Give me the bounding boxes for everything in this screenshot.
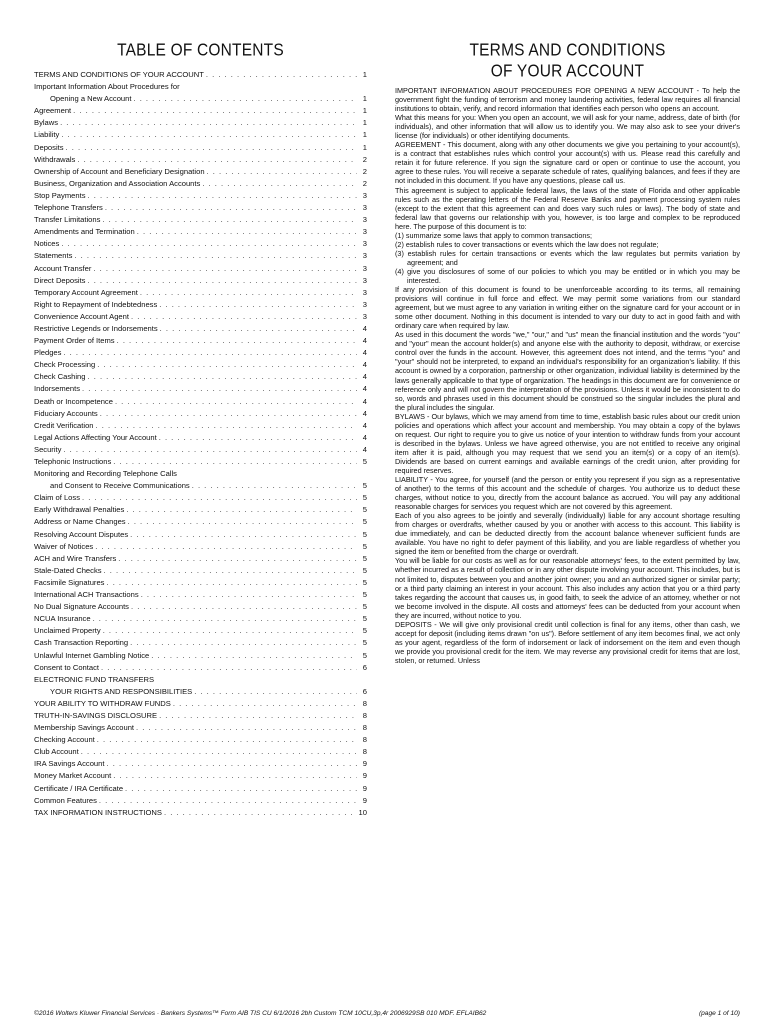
toc-entry xyxy=(34,93,367,105)
toc-entry xyxy=(34,129,367,141)
toc-entry xyxy=(34,178,367,190)
toc-entry xyxy=(34,674,367,686)
toc-entry xyxy=(34,722,367,734)
toc-leader-dots xyxy=(115,396,357,408)
toc-entry xyxy=(34,432,367,444)
toc-entry-title: Fiduciary Accounts xyxy=(34,408,98,418)
terms-list-item: (3) establish rules for certain transactions or events which the law regulates but permits variation by agreement; and xyxy=(395,248,740,267)
toc-entry xyxy=(34,238,367,250)
toc-entry-title: Death or Incompetence xyxy=(34,396,113,406)
toc-entry xyxy=(34,553,367,565)
toc-leader-dots xyxy=(88,190,358,202)
toc-entry-page: 2 xyxy=(362,166,367,176)
toc-entry xyxy=(34,529,367,541)
toc-entry-title: Telephone Transfers xyxy=(34,203,103,213)
toc-entry-title: Stop Payments xyxy=(34,190,86,200)
toc-leader-dots xyxy=(61,129,357,141)
toc-entry xyxy=(34,795,367,807)
toc-entry xyxy=(34,154,367,166)
toc-entry-page: 8 xyxy=(362,710,367,720)
toc-entry-page: 3 xyxy=(362,311,367,321)
toc-entry-page: 9 xyxy=(362,795,367,805)
toc-leader-dots xyxy=(131,311,357,323)
toc-leader-dots xyxy=(81,746,357,758)
toc-entry-title: ACH and Wire Transfers xyxy=(34,553,117,563)
toc-entry xyxy=(34,250,367,262)
toc-entry-title: Money Market Account xyxy=(34,771,112,781)
toc-entry-title: Check Processing xyxy=(34,360,96,370)
toc-leader-dots xyxy=(173,698,357,710)
toc-entry xyxy=(34,516,367,528)
toc-leader-dots xyxy=(141,589,357,601)
toc-entry-title: Liability xyxy=(34,130,60,140)
toc-entry xyxy=(34,783,367,795)
toc-entry xyxy=(34,625,367,637)
toc-entry xyxy=(34,444,367,456)
toc-leader-dots xyxy=(93,613,357,625)
toc-entry-page: 4 xyxy=(362,323,367,333)
toc-entry-page: 10 xyxy=(358,807,367,817)
toc-entry xyxy=(34,263,367,275)
toc-entry-page: 4 xyxy=(362,336,367,346)
toc-leader-dots xyxy=(77,154,357,166)
toc-leader-dots xyxy=(194,686,357,698)
toc-entry-page: 4 xyxy=(362,360,367,370)
toc-entry-page: 5 xyxy=(362,529,367,539)
toc-entry-title: Resolving Account Disputes xyxy=(34,529,129,539)
terms-paragraph: What this means for you: When you open an account, we will ask for your name, address, date of birth (for individuals), and other information that will allow us to identify you. We may also ask to see your driver's license (for individuals) or other identifying documents. xyxy=(395,113,740,141)
terms-list-item: (2) establish rules to cover transactions or events which the law does not regulate; xyxy=(395,239,659,249)
toc-entry xyxy=(34,202,367,214)
toc-entry-title: Amendments and Termination xyxy=(34,227,135,237)
toc-entry-page: 4 xyxy=(362,372,367,382)
toc-entry xyxy=(34,565,367,577)
toc-leader-dots xyxy=(117,335,357,347)
toc-entry-title: No Dual Signature Accounts xyxy=(34,602,129,612)
toc-entry xyxy=(34,371,367,383)
toc-entry xyxy=(34,226,367,238)
terms-paragraph: AGREEMENT - This document, along with any other documents we give you pertaining to your account(s), is a contract that establishes rules which control your account(s) with us. Please read this carefully and retain it for future reference. If you sign the signature card or open or continue to use the account, you agree to these rules. You will receive a separate schedule of rates, qualifying balances, and fees if they are not included in this document. If you have any questions, please call us. xyxy=(395,140,740,186)
toc-entry-page: 5 xyxy=(362,505,367,515)
toc-entry xyxy=(34,287,367,299)
toc-entry-page: 4 xyxy=(362,348,367,358)
toc-entry-title: Important Information About Procedures for xyxy=(34,82,180,92)
toc-entry-title: Bylaws xyxy=(34,118,59,128)
toc-leader-dots xyxy=(99,795,357,807)
terms-list-item: (4) give you disclosures of some of our policies to which you may be entitled or in which you may be interested. xyxy=(395,266,740,285)
toc-entry xyxy=(34,650,367,662)
toc-entry-page: 5 xyxy=(362,541,367,551)
toc-leader-dots xyxy=(130,529,357,541)
page-footer xyxy=(34,1010,740,1017)
toc-entry xyxy=(34,504,367,516)
table-of-contents xyxy=(34,42,367,819)
toc-entry-title: Credit Verification xyxy=(34,420,94,430)
toc-entry-page: 4 xyxy=(362,444,367,454)
toc-leader-dots xyxy=(73,105,357,117)
toc-entry-title: Payment Order of Items xyxy=(34,336,115,346)
terms-paragraph: IMPORTANT INFORMATION ABOUT PROCEDURES FOR OPENING A NEW ACCOUNT - To help the government fight the funding of terrorism and money laundering activities, federal law requires all financial institutions to obtain, verify, and record information that identifies each person who opens an account. xyxy=(395,86,740,114)
terms-title-line2: OF YOUR ACCOUNT xyxy=(490,62,645,82)
toc-entry-title: Telephonic Instructions xyxy=(34,457,112,466)
toc-entry-title: Business, Organization and Association Accounts xyxy=(34,178,201,188)
toc-entry-title: Convenience Account Agent xyxy=(34,311,129,321)
toc-leader-dots xyxy=(60,117,357,129)
toc-leader-dots xyxy=(66,142,357,154)
toc-entry-page: 1 xyxy=(362,106,367,116)
toc-entry-page: 5 xyxy=(362,602,367,612)
toc-entry-title: Address or Name Changes xyxy=(34,517,126,527)
toc-leader-dots xyxy=(131,601,357,613)
toc-entry-page: 6 xyxy=(362,686,367,696)
toc-entry xyxy=(34,190,367,202)
toc-entry-page: 4 xyxy=(362,396,367,406)
toc-entry xyxy=(34,335,367,347)
toc-entry xyxy=(34,81,367,93)
toc-entry xyxy=(34,710,367,722)
terms-title-line1: TERMS AND CONDITIONS xyxy=(469,40,666,60)
toc-entry-page: 3 xyxy=(362,275,367,285)
terms-paragraph: This agreement is subject to applicable federal laws, the laws of the state of Florida and other applicable rules such as the operating letters of the Federal Reserve Banks and payment processing system rules (except to the extent that this agreement can and does vary such rules or laws). The body of state and federal law that governs our relationship with you, however, is too large and complex to be reproduced here. The purpose of this document is to: xyxy=(395,185,740,231)
toc-leader-dots xyxy=(159,299,357,311)
toc-leader-dots xyxy=(136,722,357,734)
toc-entry xyxy=(34,807,367,819)
toc-entry-title: ELECTRONIC FUND TRANSFERS xyxy=(34,674,155,684)
toc-entry-page: 2 xyxy=(362,154,367,164)
toc-leader-dots xyxy=(97,734,357,746)
toc-entry-title: Indorsements xyxy=(34,384,81,394)
toc-entry-title: Ownership of Account and Beneficiary Designation xyxy=(34,166,205,176)
toc-entry-title: YOUR ABILITY TO WITHDRAW FUNDS xyxy=(34,698,171,708)
toc-leader-dots xyxy=(61,238,357,250)
toc-entry-page: 8 xyxy=(362,735,367,745)
toc-entry-title: Early Withdrawal Penalties xyxy=(34,505,125,515)
toc-entry-title: YOUR RIGHTS AND RESPONSIBILITIES xyxy=(50,686,193,696)
toc-entry-title: Statements xyxy=(34,251,73,261)
toc-leader-dots xyxy=(63,444,357,456)
toc-entry-page: 5 xyxy=(362,626,367,636)
toc-leader-dots xyxy=(96,420,357,432)
toc-entry-page: 8 xyxy=(362,698,367,708)
toc-entry xyxy=(34,770,367,782)
toc-leader-dots xyxy=(95,541,357,553)
toc-leader-dots xyxy=(207,166,357,178)
toc-entry xyxy=(34,359,367,371)
toc-entry xyxy=(34,275,367,287)
toc-entry-title: Claim of Loss xyxy=(34,493,81,503)
toc-entry-title: Pledges xyxy=(34,348,62,358)
toc-entry-page: 8 xyxy=(362,723,367,733)
toc-entry xyxy=(34,698,367,710)
toc-entry xyxy=(34,686,367,698)
toc-entry-page: 3 xyxy=(362,251,367,261)
toc-leader-dots xyxy=(103,625,357,637)
toc-entry-page: 1 xyxy=(362,142,367,152)
toc-leader-dots xyxy=(133,93,357,105)
toc-entry xyxy=(34,492,367,504)
toc-leader-dots xyxy=(126,504,357,516)
toc-entry-title: Common Features xyxy=(34,795,97,805)
toc-leader-dots xyxy=(102,214,357,226)
toc-leader-dots xyxy=(159,710,357,722)
toc-entry-page: 2 xyxy=(362,178,367,188)
terms-paragraph: If any provision of this document is found to be unenforceable according to its terms, all remaining provisions will continue in full force and effect. We may permit some variations from our standard agreement, but we must agree to any variation in writing either on the signature card for your account or in some other document. Nothing in this document is intended to vary our duty to act in good faith and with ordinary care when required by law. xyxy=(395,285,740,331)
toc-entry-title: Waiver of Notices xyxy=(34,541,94,551)
toc-entry xyxy=(34,746,367,758)
toc-entry-title: IRA Savings Account xyxy=(34,759,105,769)
toc-entry xyxy=(34,613,367,625)
toc-entry xyxy=(34,383,367,395)
toc-entry-title: International ACH Transactions xyxy=(34,590,139,600)
toc-entry-page: 5 xyxy=(362,457,367,466)
toc-entry-title: Right to Repayment of Indebtedness xyxy=(34,299,158,309)
toc-entry-page: 9 xyxy=(362,771,367,781)
toc-entry-title: TERMS AND CONDITIONS OF YOUR ACCOUNT xyxy=(34,70,204,79)
toc-entry xyxy=(34,734,367,746)
toc-entry xyxy=(34,166,367,178)
toc-entry-title: Security xyxy=(34,444,62,454)
terms-body xyxy=(395,86,740,665)
toc-leader-dots xyxy=(63,347,357,359)
toc-entry-page: 9 xyxy=(362,759,367,769)
toc-leader-dots xyxy=(104,565,357,577)
toc-entry xyxy=(34,601,367,613)
toc-entry-page: 3 xyxy=(362,263,367,273)
toc-entry-title: Checking Account xyxy=(34,735,95,745)
toc-entry xyxy=(34,408,367,420)
toc-leader-dots xyxy=(192,480,357,492)
footer-page-number: (page 1 of 10) xyxy=(698,1010,740,1017)
toc-entry-page: 5 xyxy=(362,650,367,660)
toc-leader-dots xyxy=(88,371,358,383)
toc-entry-title: Membership Savings Account xyxy=(34,723,135,733)
toc-entry-page: 5 xyxy=(362,493,367,503)
toc-entry-title: Transfer Limitations xyxy=(34,215,101,225)
toc-leader-dots xyxy=(130,637,357,649)
toc-entry xyxy=(34,637,367,649)
toc-entry-title: TAX INFORMATION INSTRUCTIONS xyxy=(34,807,162,817)
terms-paragraph: BYLAWS - Our bylaws, which we may amend from time to time, establish basic rules about our credit union policies and operations which affect your account and membership. You may obtain a copy of the bylaws on request. Our right to require you to give us notice of your intention to withdraw funds from your account is described in the bylaws. Unless we have agreed otherwise, you are not entitled to receive any original item after it is paid, although you may request that we send you an item(s) or a copy of an item(s). Dividends are based on current earnings and available earnings of the credit union, after providing for required reserves. xyxy=(395,411,740,475)
toc-entry-page: 8 xyxy=(362,747,367,757)
toc-entry-page: 5 xyxy=(362,590,367,600)
toc-entry-title: Temporary Account Agreement xyxy=(34,287,138,297)
toc-leader-dots xyxy=(74,250,357,262)
toc-entry-page: 1 xyxy=(362,130,367,140)
toc-entry-title: NCUA Insurance xyxy=(34,614,91,624)
toc-entry-title: Facsimile Signatures xyxy=(34,577,105,587)
toc-entry-title: Cash Transaction Reporting xyxy=(34,638,129,648)
toc-leader-dots xyxy=(118,553,357,565)
toc-entry-title: Notices xyxy=(34,239,60,249)
toc-entry xyxy=(34,299,367,311)
toc-entry-page: 5 xyxy=(362,481,367,491)
toc-entry-page: 3 xyxy=(362,215,367,225)
toc-entry xyxy=(34,420,367,432)
terms-title xyxy=(395,40,740,83)
toc-entry xyxy=(34,69,367,81)
toc-entry-title: Monitoring and Recording Telephone Calls xyxy=(34,469,177,479)
toc-entry xyxy=(34,468,367,480)
toc-entry xyxy=(34,662,367,674)
toc-entry xyxy=(34,480,367,492)
toc-entry-page: 3 xyxy=(362,203,367,213)
toc-entry-page: 3 xyxy=(362,287,367,297)
toc-leader-dots xyxy=(101,662,357,674)
toc-entry xyxy=(34,214,367,226)
toc-leader-dots xyxy=(128,516,357,528)
toc-leader-dots xyxy=(140,287,357,299)
toc-entry-title: Legal Actions Affecting Your Account xyxy=(34,432,157,442)
terms-paragraph: You will be liable for our costs as well as for our reasonable attorneys' fees, to the extent permitted by law, whether incurred as a result of collection or in any other dispute involving your account. This includes, but is not limited to, disputes between you and another joint owner; you and an authorized signer or similar party; or a third party claiming an interest in your account. This also includes any action that you or a third party takes regarding the account that causes us, in good faith, to seek the advice of an attorney, whether or not we become involved in the dispute. All costs and attorneys' fees can be deducted from your account when they are incurred, without notice to you. xyxy=(395,556,740,620)
toc-entry xyxy=(34,117,367,129)
toc-entry-page: 5 xyxy=(362,517,367,527)
toc-entry-title: Agreement xyxy=(34,106,72,116)
toc-leader-dots xyxy=(107,758,358,770)
toc-leader-dots xyxy=(160,323,357,335)
toc-entry-page: 6 xyxy=(362,662,367,672)
toc-title: TABLE OF CONTENTS xyxy=(117,40,284,60)
toc-entry xyxy=(34,323,367,335)
toc-entry xyxy=(34,142,367,154)
toc-entry-page: 3 xyxy=(362,227,367,237)
toc-leader-dots xyxy=(97,359,357,371)
terms-paragraph: As used in this document the words "we," "our," and "us" mean the financial institution and the words "you" and "your" mean the account holder(s) and anyone else with the authority to deposit, withdraw, or exercise control over the funds in the account. However, this agreement does not intend, and the terms "you" and "your" should not be interpreted, to expand an individual's responsibility for an organization's liability. If this account is owned by a corporation, partnership or other organization, individual liability is determined by the laws generally applicable to that type of organization. The headings in this document are for convenience or reference only and will not govern the interpretation of the provisions. Unless it would be inconsistent to do so, words and phrases used in this document should be construed so the singular includes the plural and the plural includes the singular. xyxy=(395,330,740,412)
terms-section xyxy=(395,42,740,665)
toc-leader-dots xyxy=(82,492,357,504)
toc-entry-title: Opening a New Account xyxy=(50,94,132,104)
toc-leader-dots xyxy=(106,577,357,589)
toc-entry-title: Consent to Contact xyxy=(34,662,100,672)
toc-entry-page: 9 xyxy=(362,783,367,793)
terms-paragraph: DEPOSITS - We will give only provisional credit until collection is final for any items, other than cash, we accept for deposit (including items drawn "on us"). Before settlement of any item becomes final, we act only as your agent, regardless of the form of indorsement or lack of indorsement on the item and even though we provide you provisional credit for the item. We may reverse any provisional credit for items that are lost, stolen, or returned. Unless xyxy=(395,619,740,665)
toc-leader-dots xyxy=(159,432,357,444)
toc-leader-dots xyxy=(202,178,357,190)
toc-entry-title: Restrictive Legends or Indorsements xyxy=(34,323,158,333)
toc-entry-title: Unlawful Internet Gambling Notice xyxy=(34,650,150,660)
toc-entry xyxy=(34,541,367,553)
toc-entry xyxy=(34,758,367,770)
toc-leader-dots xyxy=(113,770,357,782)
toc-entry-title: Account Transfer xyxy=(34,263,92,273)
toc-entry xyxy=(34,396,367,408)
toc-entry-title: Certificate / IRA Certificate xyxy=(34,783,124,793)
toc-entry-page: 4 xyxy=(362,420,367,430)
toc-leader-dots xyxy=(105,202,357,214)
toc-entry-page: 1 xyxy=(362,118,367,128)
toc-entry-page: 4 xyxy=(362,408,367,418)
footer-copyright: ©2016 Wolters Kluwer Financial Services · Bankers Systems™ Form AIB TIS CU 6/1/2016 2bh Custom TCM 10CU,3p,4r 2006929SB 010 MDF. EFLAIB62 xyxy=(34,1010,487,1017)
toc-entry-title: Withdrawals xyxy=(34,154,76,164)
toc-leader-dots xyxy=(164,807,357,819)
toc-entry xyxy=(34,311,367,323)
toc-entry xyxy=(34,577,367,589)
toc-entry-page: 5 xyxy=(362,553,367,563)
toc-entry-title: Unclaimed Property xyxy=(34,626,101,636)
terms-list-item: (1) summarize some laws that apply to common transactions; xyxy=(395,230,593,240)
toc-entry-title: Club Account xyxy=(34,747,79,757)
toc-leader-dots xyxy=(100,408,357,420)
toc-entry xyxy=(34,589,367,601)
toc-entry xyxy=(34,347,367,359)
toc-entry-page: 5 xyxy=(362,565,367,575)
toc-entry-title: TRUTH-IN-SAVINGS DISCLOSURE xyxy=(34,710,158,720)
toc-leader-dots xyxy=(137,226,357,238)
toc-entry-title: Deposits xyxy=(34,142,64,152)
toc-entry-title: Stale-Dated Checks xyxy=(34,565,102,575)
toc-leader-dots xyxy=(151,650,357,662)
toc-list xyxy=(34,69,367,819)
terms-paragraph: Each of you also agrees to be jointly and severally (individually) liable for any account shortage resulting from charges or overdrafts, whether caused by you or another with access to this account. This liability is due immediately, and can be deducted directly from the account balance whenever sufficient funds are available. You have no right to defer payment of this liability, and you are liable regardless of whether you signed the item or benefited from the charge or overdraft. xyxy=(395,511,740,557)
toc-leader-dots xyxy=(93,263,357,275)
toc-leader-dots xyxy=(206,69,357,81)
toc-entry-page: 5 xyxy=(362,577,367,587)
toc-entry-title: and Consent to Receive Communications xyxy=(50,481,190,491)
toc-leader-dots xyxy=(87,275,357,287)
terms-paragraph: LIABILITY - You agree, for yourself (and the person or entity you represent if you sign as a representative of another) to the terms of this account and the schedule of charges. You authorize us to deduct these charges, without notice to you, directly from the account balance as accrued. You will pay any additional reasonable charges for services you request which are not covered by this agreement. xyxy=(395,475,740,512)
toc-entry-page: 3 xyxy=(362,239,367,249)
toc-entry-title: Direct Deposits xyxy=(34,275,86,285)
toc-entry-title: Check Cashing xyxy=(34,372,86,382)
toc-entry xyxy=(34,105,367,117)
toc-entry-page: 3 xyxy=(362,299,367,309)
toc-entry-page: 5 xyxy=(362,614,367,624)
toc-leader-dots xyxy=(125,783,357,795)
toc-leader-dots xyxy=(82,383,357,395)
toc-entry-page: 1 xyxy=(362,70,367,79)
toc-entry-page: 1 xyxy=(362,94,367,104)
toc-entry-page: 5 xyxy=(362,638,367,648)
toc-entry xyxy=(34,456,367,468)
toc-entry-page: 4 xyxy=(362,432,367,442)
toc-entry-page: 4 xyxy=(362,384,367,394)
toc-entry-page: 3 xyxy=(362,190,367,200)
toc-leader-dots xyxy=(113,456,357,468)
